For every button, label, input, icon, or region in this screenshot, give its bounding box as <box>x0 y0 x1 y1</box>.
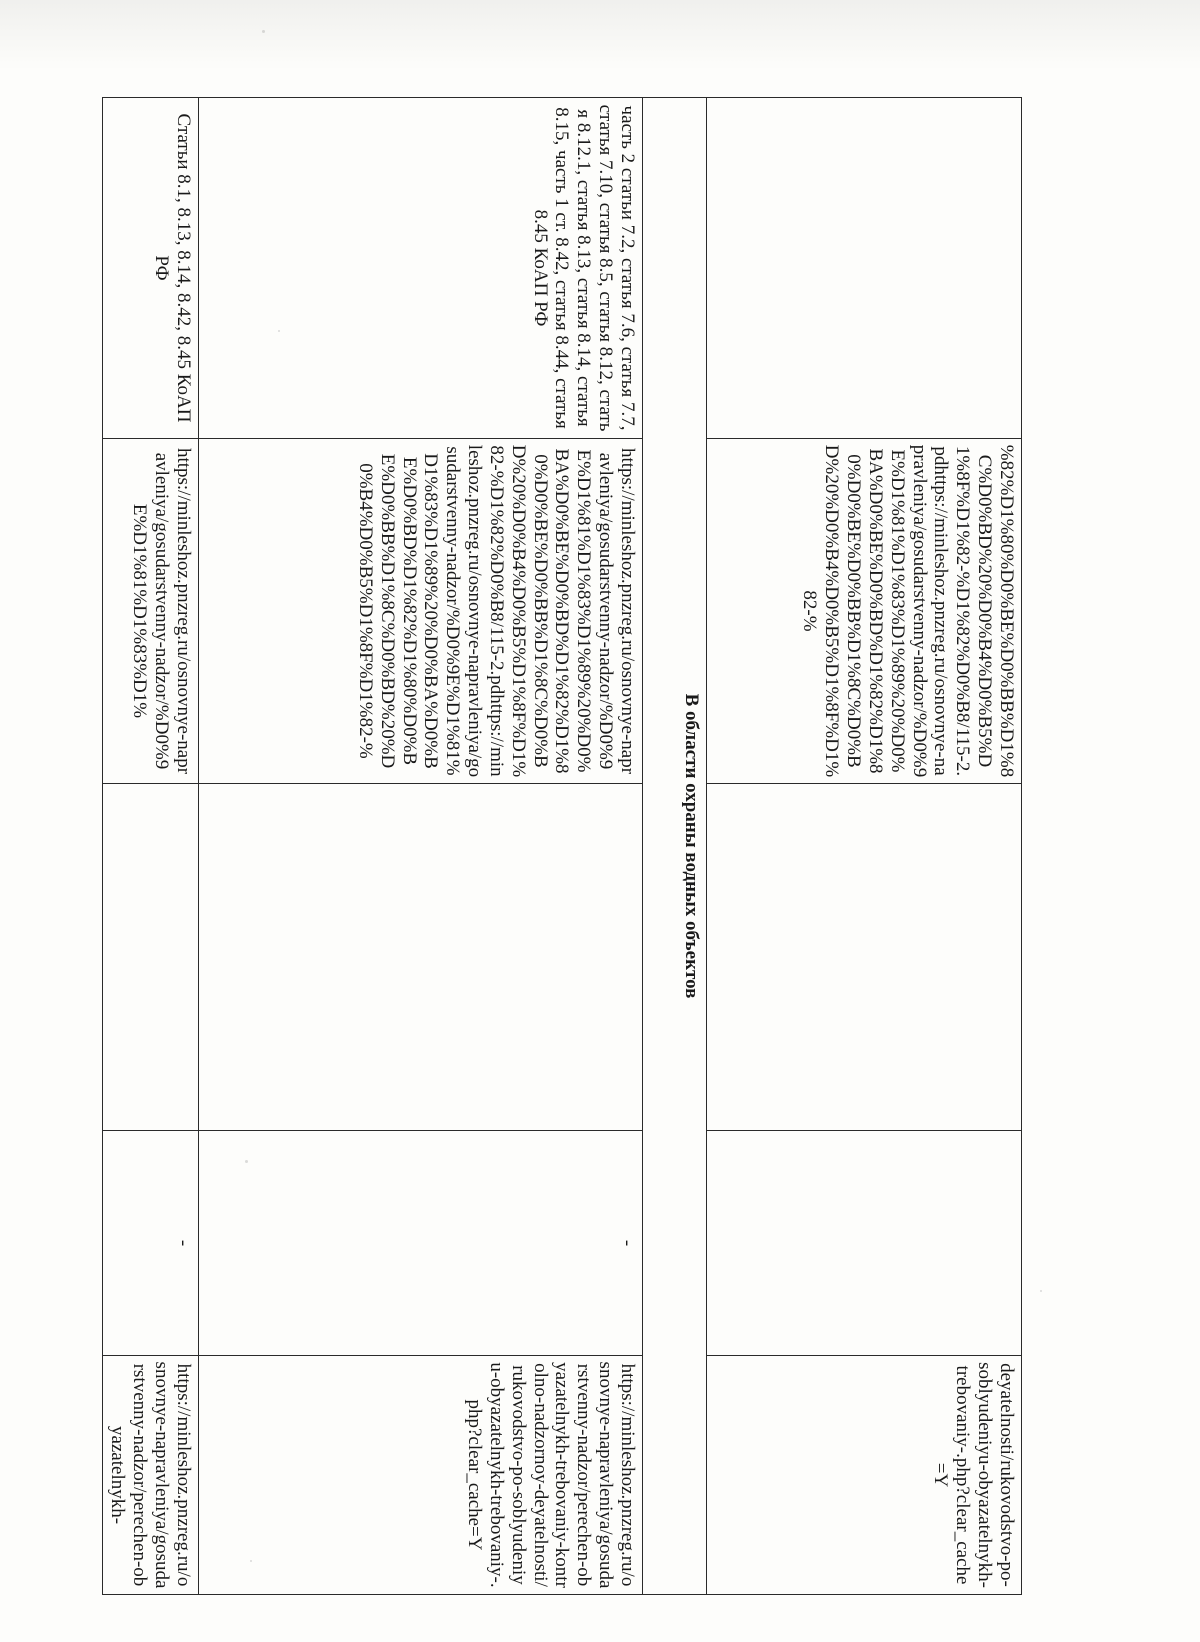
link-text: deyatelnosti/rukovodstvo-po-soblyudeniyu-obyazatelnykh-trebovaniy-.php?clear_cache=Y <box>930 1362 1017 1588</box>
link-text: https://minleshoz.pnzreg.ru/osnovnye-napravleniya/gosudarstvenny-nadzor/%D0%9E%D1%81%D1%83%D1% <box>129 447 194 775</box>
cell-row1-col3 <box>707 784 1022 1131</box>
scan-edge-shadow <box>0 0 1200 70</box>
cell-row2-col3 <box>199 784 643 1131</box>
table-row <box>199 98 643 1595</box>
document-table <box>102 97 1022 1595</box>
cell-row2-col2 <box>199 439 643 784</box>
rotated-page <box>107 97 1022 1594</box>
cell-row2-col4: - <box>199 1131 643 1356</box>
cell-row2-col5 <box>199 1356 643 1595</box>
cell-row3-col2 <box>102 439 198 784</box>
section-heading: В области охраны водных объектов <box>643 98 707 1595</box>
cell-row3-col5 <box>102 1356 198 1595</box>
table-row <box>102 98 198 1595</box>
table-row <box>707 98 1022 1595</box>
cell-row1-col1 <box>707 98 1022 439</box>
link-text: https://minleshoz.pnzreg.ru/osnovnye-napravleniya/gosudarstvenny-nadzor/perechen-obyazatelnykh-trebovaniy-kontrolno-nadzornoy-deyatelnosti/rukovodstvo-po-soblyudeniyu-obyazatelnykh-trebovaniy-.php?clear_cache=Y <box>464 1361 638 1589</box>
link-text: %82%D1%80%D0%BE%D0%BB%D1%8C%D0%BD%20%D0%B4%D0%B5%D1%8F%D1%82-%D1%82%D0%B8/115-2.pdhttps://minleshoz.pnzreg.ru/osnovnye-napravleniya/gosudarstvenny-nadzor/%D0%9E%D1%81%D1%83%D1%89%20%D0%BA%D0%BE%D0%BD%D1%82%D1%80%D0%BE%D0%BB%D1%8C%D0%BD%20%D0%B4%D0%B5%D1%8F%D1%82-% <box>799 444 1017 778</box>
cell-row1-col2 <box>707 439 1022 784</box>
cell-row1-col5 <box>707 1356 1022 1595</box>
link-text: https://minleshoz.pnzreg.ru/osnovnye-napravleniya/gosudarstvenny-nadzor/perechen-obyazatelnykh- <box>107 1361 194 1589</box>
cell-row3-col1: Статьи 8.1, 8.13, 8.14, 8.42, 8.45 КоАП РФ <box>102 98 198 439</box>
section-row <box>643 98 707 1595</box>
scan-speckle <box>1040 1290 1042 1292</box>
cell-row1-col4 <box>707 1131 1022 1356</box>
cell-row2-col1: часть 2 статьи 7.2, статья 7.6, статья 7.7, статья 7.10, статья 8.5, статья 8.12, статья 8.12.1, статья 8.13, статья 8.14, статья 8.15, часть 1 ст. 8.42, статья 8.44, статья 8.45 КоАП РФ <box>199 98 643 439</box>
cell-row3-col3 <box>102 784 198 1131</box>
link-text: https://minleshoz.pnzreg.ru/osnovnye-napravleniya/gosudarstvenny-nadzor/%D0%9E%D1%81%D1%83%D1%89%20%D0%BA%D0%BE%D0%BD%D1%82%D1%80%D0%BE%D0%BB%D1%8C%D0%BD%20%D0%B4%D0%B5%D1%8F%D1%82-%D1%82%D0%B8/115-2.pdhttps://minleshoz.pnzreg.ru/osnovnye-napravleniya/gosudarstvenny-nadzor/%D0%9E%D1%81%D1%83%D1%89%20%D0%BA%D0%BE%D0%BD%D1%82%D1%80%D0%BE%D0%BB%D1%8C%D0%BD%20%D0%B4%D0%B5%D1%8F%D1%82-% <box>354 444 638 778</box>
scan-speckle <box>262 30 265 33</box>
cell-row3-col4: - <box>102 1131 198 1356</box>
